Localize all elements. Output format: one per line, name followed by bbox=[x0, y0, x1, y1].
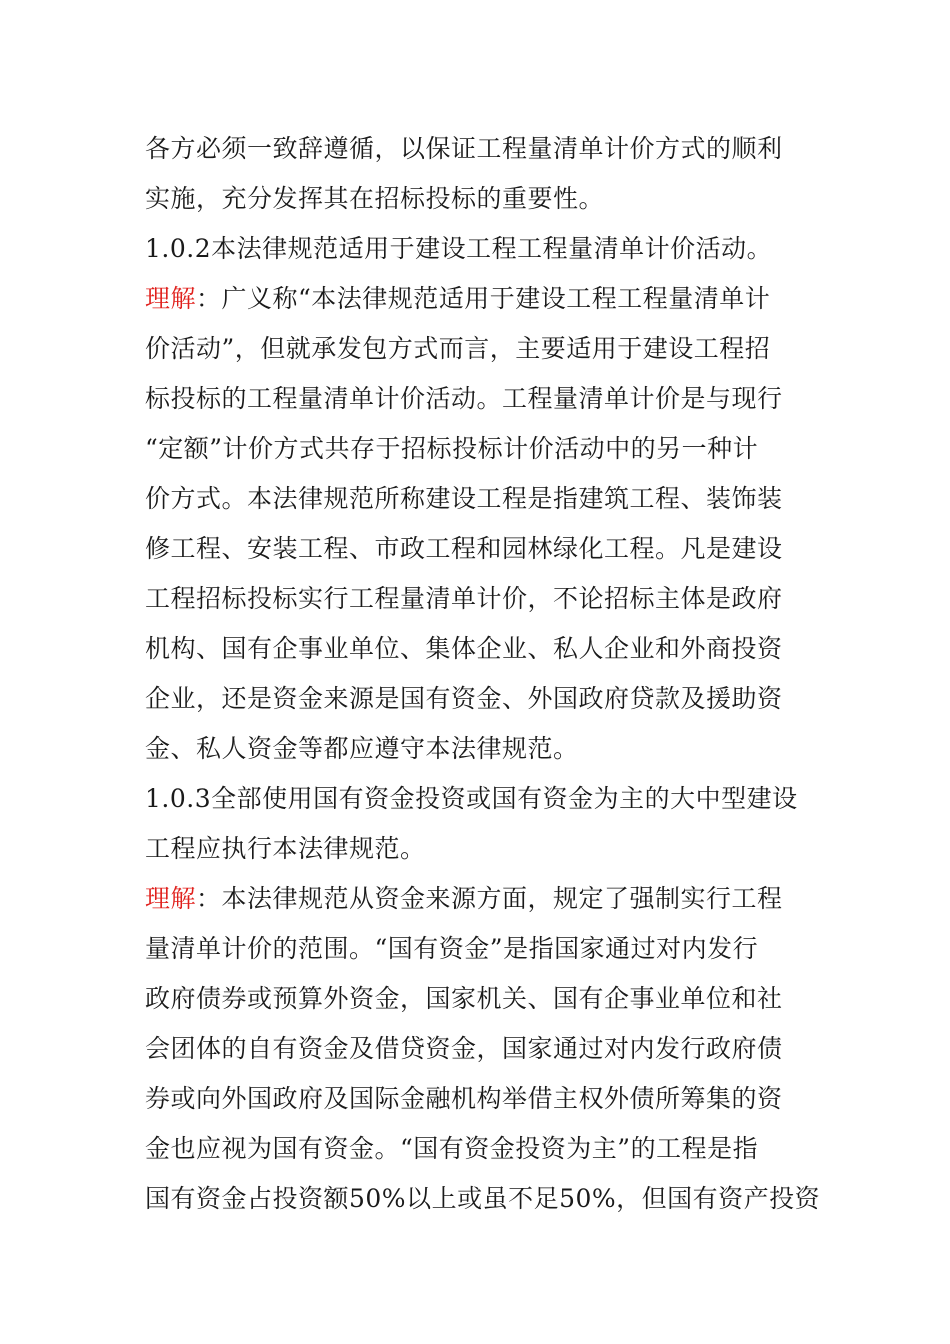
text-line: 政府债券或预算外资金，国家机关、国有企事业单位和社 bbox=[145, 984, 783, 1013]
explanation-label: 理解 bbox=[145, 884, 197, 913]
text-line: 会团体的自有资金及借贷资金，国家通过对内发行政府债 bbox=[145, 1034, 783, 1063]
clause-heading: 1.0.3全部使用国有资金投资或国有资金为主的大中型建设 bbox=[145, 784, 798, 813]
text-line: 券或向外国政府及国际金融机构举借主权外债所筹集的资 bbox=[145, 1084, 783, 1113]
text-line: 国有资金占投资额50%以上或虽不足50%，但国有资产投资 bbox=[145, 1184, 821, 1213]
explanation-text: ：广义称“本法律规范适用于建设工程工程量清单计 bbox=[196, 284, 771, 313]
text-line: 量清单计价的范围。“国有资金”是指国家通过对内发行 bbox=[145, 934, 759, 963]
text-line: 标投标的工程量清单计价活动。工程量清单计价是与现行 bbox=[145, 384, 783, 413]
clause-heading: 1.0.2本法律规范适用于建设工程工程量清单计价活动。 bbox=[145, 234, 773, 263]
text-line: 价活动”，但就承发包方式而言，主要适用于建设工程招 bbox=[145, 334, 771, 363]
explanation-text: ：本法律规范从资金来源方面，规定了强制实行工程 bbox=[196, 884, 783, 913]
text-line: 工程招标投标实行工程量清单计价，不论招标主体是政府 bbox=[145, 584, 783, 613]
explanation-first-line bbox=[145, 874, 810, 924]
text-line: 价方式。本法律规范所称建设工程是指建筑工程、装饰装 bbox=[145, 484, 783, 513]
explanation-label: 理解 bbox=[145, 284, 197, 313]
text-line: “定额”计价方式共存于招标投标计价活动中的另一种计 bbox=[145, 434, 759, 463]
text-line: 企业，还是资金来源是国有资金、外国政府贷款及援助资 bbox=[145, 684, 783, 713]
explanation-first-line bbox=[145, 274, 810, 324]
text-line: 实施，充分发挥其在招标投标的重要性。 bbox=[145, 184, 605, 213]
text-line: 工程应执行本法律规范。 bbox=[145, 834, 426, 863]
document-body bbox=[145, 124, 821, 1224]
text-line: 金也应视为国有资金。“国有资金投资为主”的工程是指 bbox=[145, 1134, 759, 1163]
text-line: 机构、国有企事业单位、集体企业、私人企业和外商投资 bbox=[145, 634, 783, 663]
text-line: 金、私人资金等都应遵守本法律规范。 bbox=[145, 734, 579, 763]
text-line: 各方必须一致辞遵循，以保证工程量清单计价方式的顺利 bbox=[145, 134, 783, 163]
text-line: 修工程、安装工程、市政工程和园林绿化工程。凡是建设 bbox=[145, 534, 783, 563]
